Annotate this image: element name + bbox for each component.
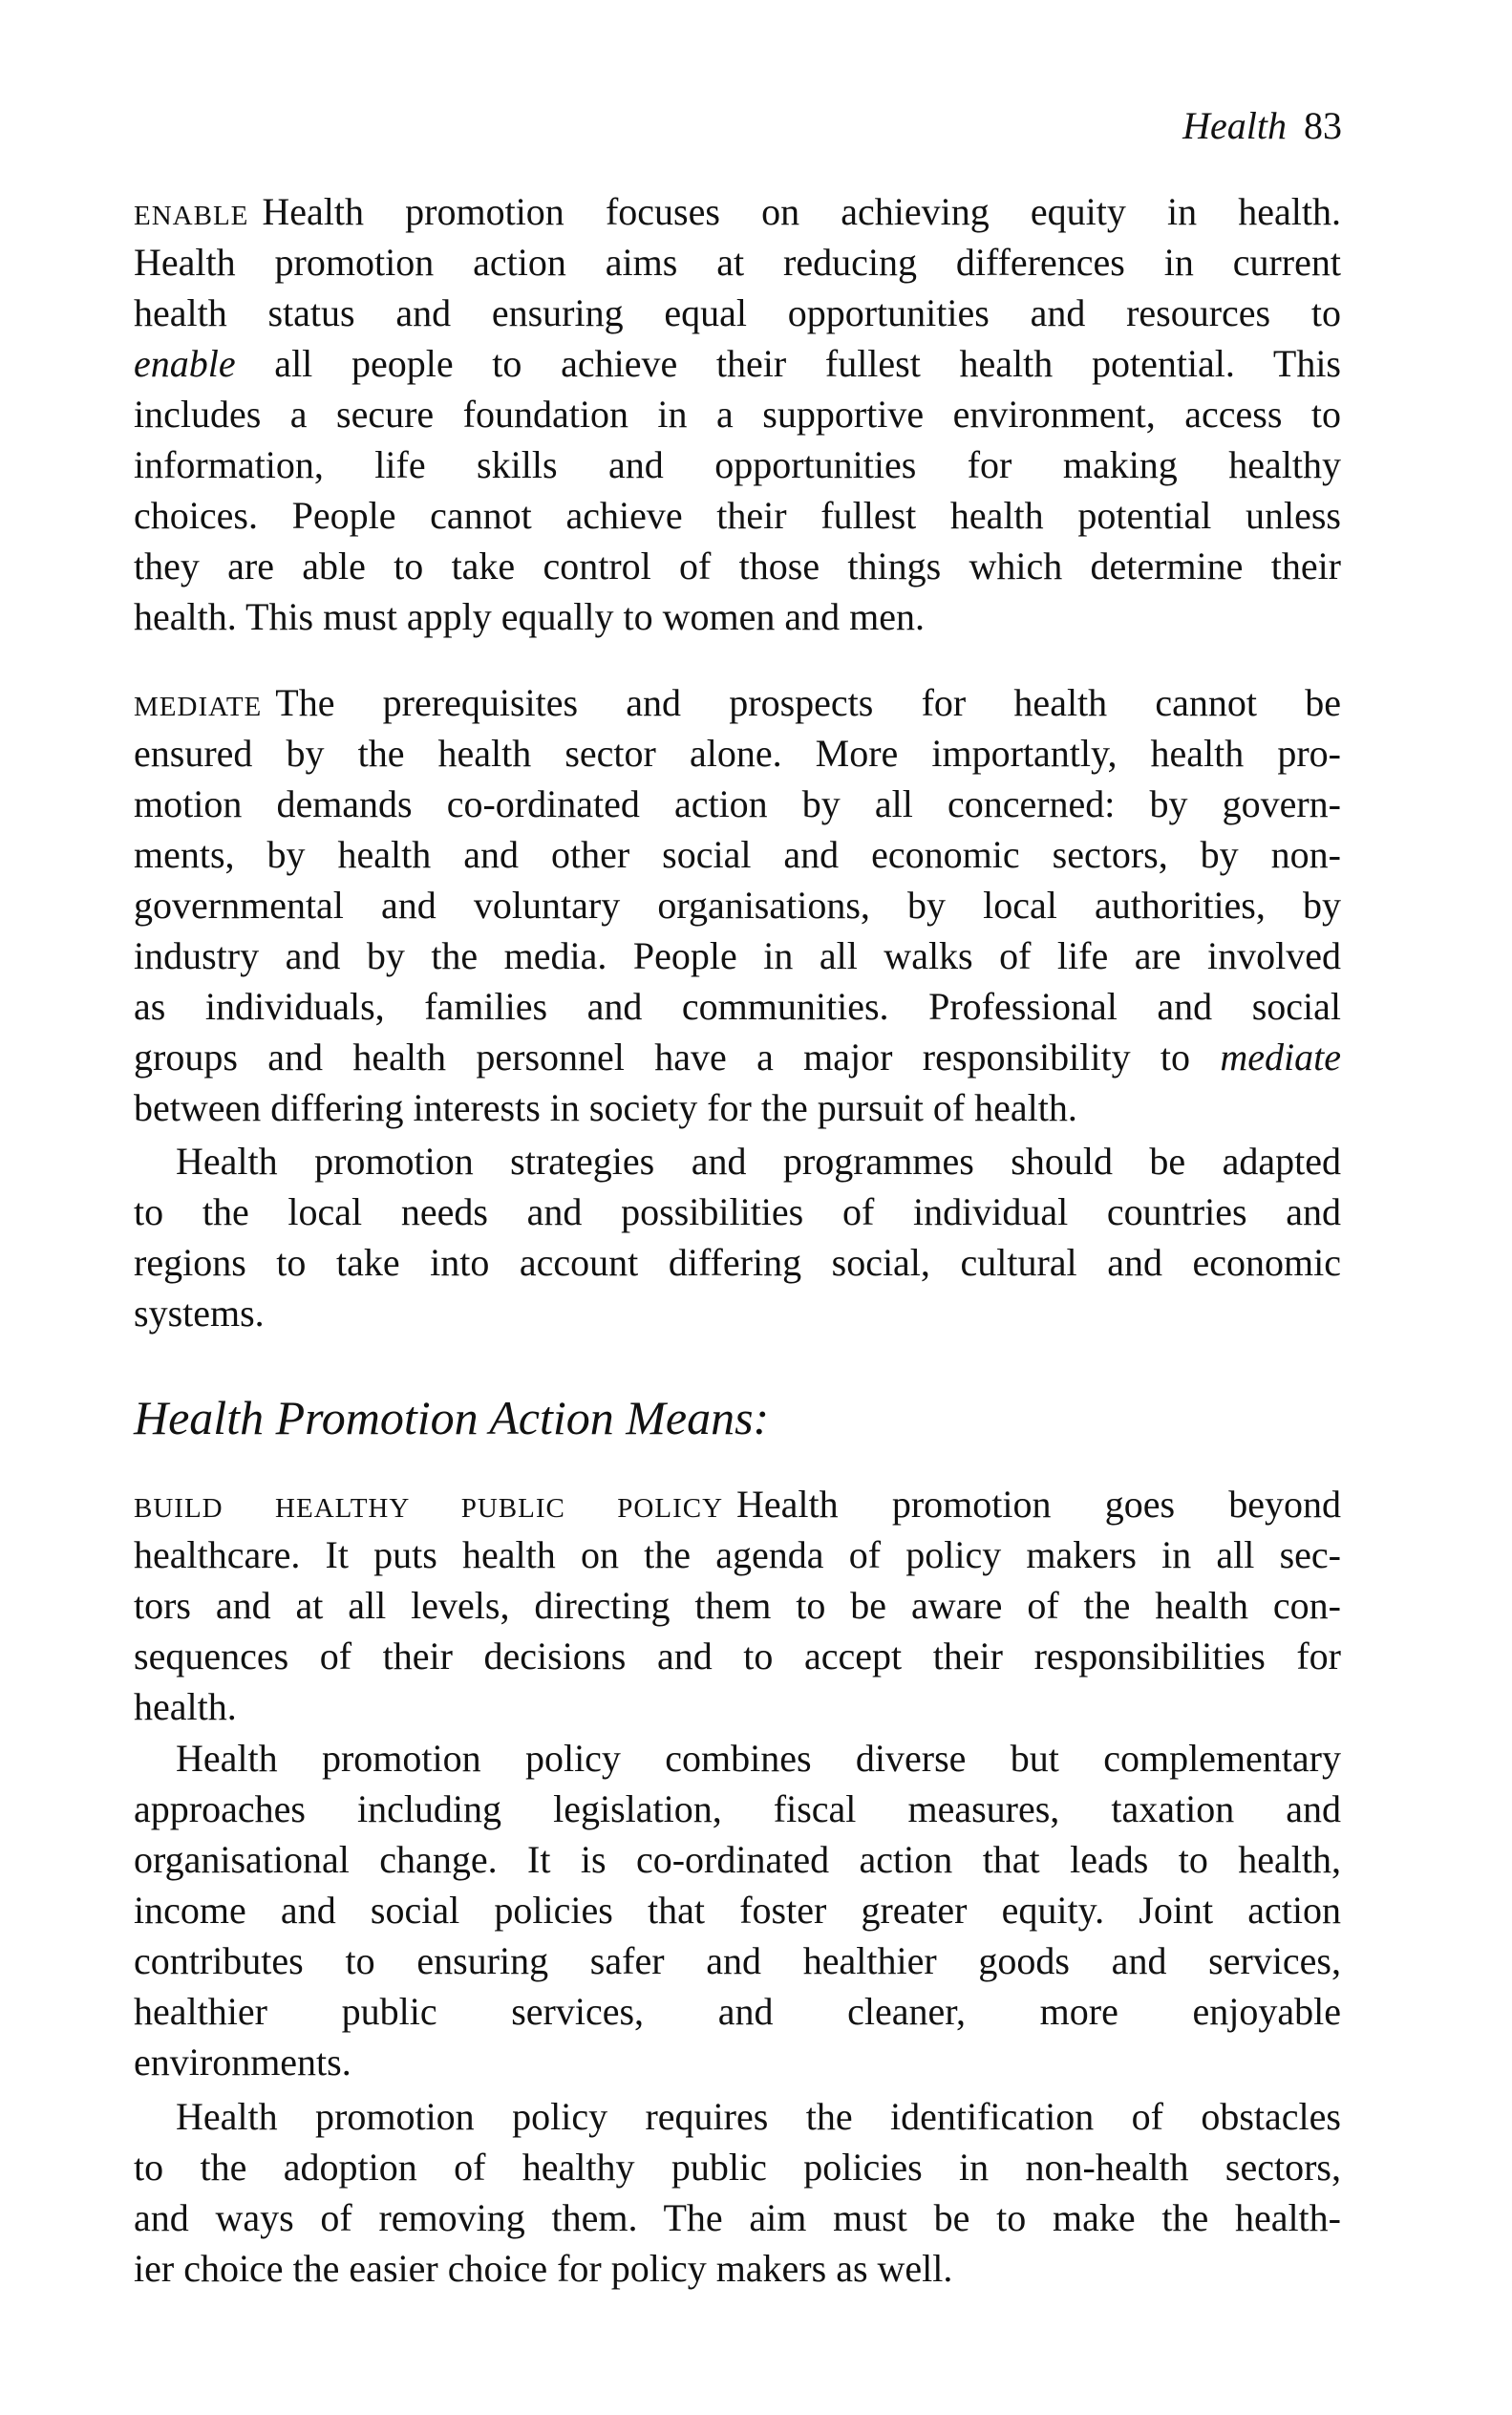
text-line xyxy=(134,541,1341,591)
text-line xyxy=(134,1885,1341,1935)
text-line xyxy=(134,930,1341,981)
line-text: to the adoption of healthy public policies in non-health sectors, xyxy=(134,2146,1341,2189)
line-text: between differing interests in society for the pursuit of health. xyxy=(134,1086,1077,1129)
text-line xyxy=(134,677,1341,728)
section-heading: Health Promotion Action Means: xyxy=(134,1391,770,1444)
run-in-heading: MEDIATE xyxy=(134,692,263,722)
line-text: sequences of their decisions and to accept their responsibilities for xyxy=(134,1635,1341,1678)
text-line xyxy=(134,1935,1341,1986)
text-line xyxy=(134,1681,1341,1732)
line-text: tors and at all levels, directing them to be aware of the health con- xyxy=(134,1584,1341,1627)
paragraph xyxy=(134,1136,1341,1338)
line-text: includes a secure foundation in a supportive environment, access to xyxy=(134,393,1341,436)
run-in-heading: BUILD HEALTHY PUBLIC POLICY xyxy=(134,1493,724,1524)
line-text: information, life skills and opportunities for making healthy xyxy=(134,443,1341,486)
text-line xyxy=(134,1631,1341,1681)
page-number: 83 xyxy=(1304,104,1342,147)
line-text: healthier public services, and cleaner, more enjoyable xyxy=(134,1990,1341,2033)
text-line xyxy=(134,1580,1341,1631)
text-line xyxy=(134,490,1341,541)
text-line xyxy=(134,1237,1341,1288)
text-line xyxy=(134,1834,1341,1885)
line-text: Health promotion goes beyond xyxy=(736,1483,1341,1526)
line-text: regions to take into account differing social, cultural and economic xyxy=(134,1241,1341,1284)
line-text: income and social policies that foster greater equity. Joint action xyxy=(134,1889,1341,1932)
line-text: Health promotion action aims at reducing differences in current xyxy=(134,241,1341,284)
text-line xyxy=(134,981,1341,1032)
line-text: health. This must apply equally to women and men. xyxy=(134,595,926,638)
line-text: environments. xyxy=(134,2041,351,2084)
line-text: they are able to take control of those things which determine their xyxy=(134,545,1341,588)
paragraph xyxy=(134,2091,1341,2294)
text-line xyxy=(134,1082,1341,1133)
text-line xyxy=(134,880,1341,930)
text-line xyxy=(134,1479,1341,1529)
text-line xyxy=(134,1733,1341,1784)
text-line xyxy=(134,2037,1341,2087)
line-text: and ways of removing them. The aim must be to make the health- xyxy=(134,2196,1341,2239)
text-line xyxy=(134,1986,1341,2037)
text-line xyxy=(134,2243,1341,2294)
line-text: health status and ensuring equal opportunities and resources to xyxy=(134,291,1341,334)
running-title: Health xyxy=(1182,104,1287,147)
line-text: approaches including legislation, fiscal measures, taxation and xyxy=(134,1787,1341,1830)
text-line xyxy=(134,779,1341,829)
paragraph xyxy=(134,1733,1341,2087)
line-text: ensured by the health sector alone. More importantly, health pro- xyxy=(134,732,1341,775)
line-text: Health promotion policy combines diverse but complementary xyxy=(176,1737,1341,1780)
text-line xyxy=(134,389,1341,439)
line-text: Health promotion policy requires the identification of obstacles xyxy=(176,2095,1341,2138)
text-line: groups and health personnel have a major responsibility to mediate xyxy=(134,1036,1341,1079)
line-text: contributes to ensuring safer and healthier goods and services, xyxy=(134,1939,1341,1982)
running-header xyxy=(1182,103,1342,148)
text-line xyxy=(134,439,1341,490)
line-text: Health promotion focuses on achieving equity in health. xyxy=(262,190,1341,233)
run-in-heading: ENABLE xyxy=(134,201,249,231)
line-text: health. xyxy=(134,1685,237,1728)
line-text: to the local needs and possibilities of individual countries and xyxy=(134,1190,1341,1233)
line-text: systems. xyxy=(134,1292,265,1335)
paragraph xyxy=(134,677,1341,1133)
text-line xyxy=(134,1186,1341,1237)
line-text: motion demands co-ordinated action by all concerned: by govern- xyxy=(134,782,1341,825)
line-text: ments, by health and other social and economic sectors, by non- xyxy=(134,833,1341,876)
line-text: industry and by the media. People in all walks of life are involved xyxy=(134,934,1341,977)
text-line xyxy=(134,1529,1341,1580)
line-text: healthcare. It puts health on the agenda of policy makers in all sec- xyxy=(134,1533,1341,1576)
text-line xyxy=(134,829,1341,880)
text-line xyxy=(134,186,1341,237)
text-line xyxy=(134,2142,1341,2192)
text-line xyxy=(134,1784,1341,1834)
line-text: The prerequisites and prospects for health cannot be xyxy=(275,681,1341,724)
text-line xyxy=(134,2192,1341,2243)
line-text: ier choice the easier choice for policy makers as well. xyxy=(134,2247,953,2290)
text-line xyxy=(134,237,1341,288)
text-line xyxy=(134,2091,1341,2142)
text-line: enable all people to achieve their fullest health potential. This xyxy=(134,342,1341,385)
text-line xyxy=(134,1288,1341,1338)
line-text: as individuals, families and communities. Professional and social xyxy=(134,985,1341,1028)
line-text: Health promotion strategies and programmes should be adapted xyxy=(176,1140,1341,1183)
paragraph xyxy=(134,1479,1341,1732)
text-line xyxy=(134,728,1341,779)
paragraph xyxy=(134,186,1341,642)
line-text: choices. People cannot achieve their fullest health potential unless xyxy=(134,494,1341,537)
line-text: governmental and voluntary organisations, by local authorities, by xyxy=(134,884,1341,927)
text-line xyxy=(134,1136,1341,1186)
text-line xyxy=(134,288,1341,338)
line-text: organisational change. It is co-ordinated action that leads to health, xyxy=(134,1838,1341,1881)
text-line xyxy=(134,591,1341,642)
